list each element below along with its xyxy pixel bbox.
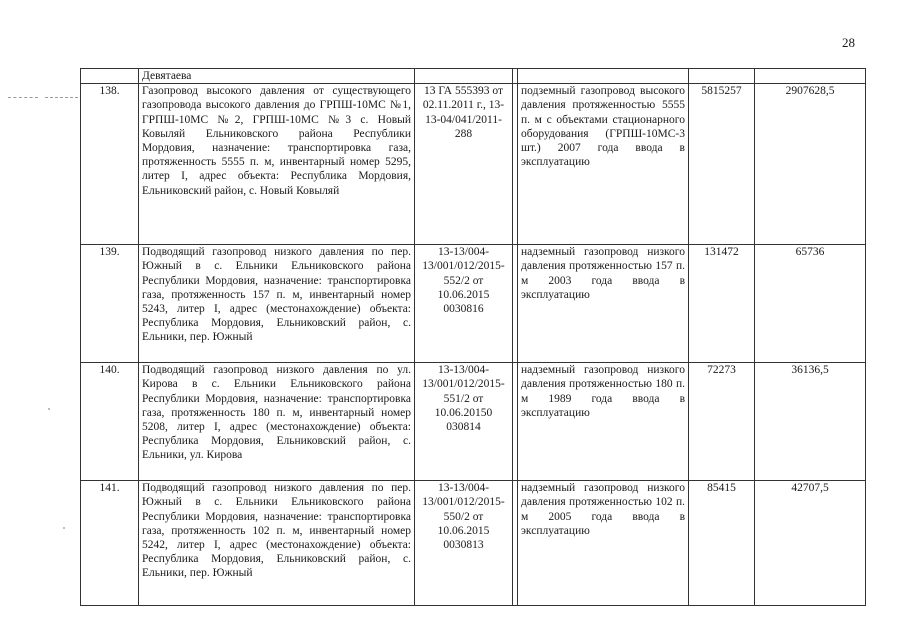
table-row-continuation	[81, 69, 866, 84]
cell-number	[81, 69, 139, 84]
table-row	[81, 84, 866, 245]
cell-characteristics: надземный газопровод низкого давления протяженностью 157 п. м 2003 года ввода в эксплуатацию	[518, 245, 689, 363]
cell-value-1	[689, 69, 755, 84]
table-row	[81, 363, 866, 481]
cell-value-2: 2907628,5	[755, 84, 866, 245]
cell-value-1: 5815257	[689, 84, 755, 245]
cell-registration: 13-13/004-13/001/012/2015-551/2 от 10.06.20150 030814	[415, 363, 513, 481]
cell-number: 138.	[81, 84, 139, 245]
property-registry-table	[80, 68, 866, 606]
cell-description: Подводящий газопровод низкого давления по ул. Кирова в с. Ельники Ельниковского района Республики Мордовия, назначение: транспортировка газа, протяженность 180 п. м, инвентарный номер 5208, литер I, адрес (местонахождение) объекта: Республика Мордовия, Ельниковский район, с. Ельники, ул. Кирова	[139, 363, 415, 481]
table-row	[81, 481, 866, 606]
cell-value-1: 85415	[689, 481, 755, 606]
scan-artifact-dot	[63, 527, 65, 529]
cell-number: 141.	[81, 481, 139, 606]
cell-value-2: 65736	[755, 245, 866, 363]
cell-registration: 13-13/004-13/001/012/2015-550/2 от 10.06.2015 0030813	[415, 481, 513, 606]
cell-value-2: 36136,5	[755, 363, 866, 481]
cell-description: Девятаева	[139, 69, 415, 84]
cell-number: 140.	[81, 363, 139, 481]
cell-characteristics: надземный газопровод низкого давления протяженностью 180 п. м 1989 года ввода в эксплуатацию	[518, 363, 689, 481]
cell-value-1: 72273	[689, 363, 755, 481]
cell-registration	[415, 69, 513, 84]
cell-value-2	[755, 69, 866, 84]
cell-registration: 13-13/004-13/001/012/2015-552/2 от 10.06.2015 0030816	[415, 245, 513, 363]
scan-artifact-dash	[45, 97, 78, 98]
cell-description: Газопровод высокого давления от существующего газопровода высокого давления до ГРПШ-10МС №1, ГРПШ-10МС №2, ГРПШ-10МС №3 с. Новый Ковыляй Ельниковского района Республики Мордовия, назначение: транспортировка газа, протяженность 5555 п. м, инвентарный номер 5295, литер I, адрес объекта: Республика Мордовия, Ельниковский район, с. Новый Ковыляй	[139, 84, 415, 245]
table-row	[81, 245, 866, 363]
scan-artifact-dash	[8, 97, 38, 98]
cell-characteristics: надземный газопровод низкого давления протяженностью 102 п. м 2005 года ввода в эксплуатацию	[518, 481, 689, 606]
cell-characteristics	[518, 69, 689, 84]
cell-characteristics: подземный газопровод высокого давления протяженностью 5555 п. м с объектами стационарного оборудования (ГРПШ-10МС-3 шт.) 2007 года ввода в эксплуатацию	[518, 84, 689, 245]
cell-value-2: 42707,5	[755, 481, 866, 606]
page-number: 28	[842, 35, 855, 50]
cell-description: Подводящий газопровод низкого давления по пер. Южный в с. Ельники Ельниковского района Республики Мордовия, назначение: транспортировка газа, протяженность 157 п. м, инвентарный номер 5243, литер I, адрес (местонахождение) объекта: Республика Мордовия, Ельниковский район, с. Ельники, пер. Южный	[139, 245, 415, 363]
cell-registration: 13 ГА 555393 от 02.11.2011 г., 13-13-04/041/2011-288	[415, 84, 513, 245]
cell-value-1: 131472	[689, 245, 755, 363]
scan-artifact-dot	[48, 408, 50, 410]
cell-description: Подводящий газопровод низкого давления по пер. Южный в с. Ельники Ельниковского района Республики Мордовия, назначение: транспортировка газа, протяженность 102 п. м, инвентарный номер 5242, литер I, адрес (местонахождение) объекта: Республика Мордовия, Ельниковский район, с. Ельники, пер. Южный	[139, 481, 415, 606]
cell-number: 139.	[81, 245, 139, 363]
